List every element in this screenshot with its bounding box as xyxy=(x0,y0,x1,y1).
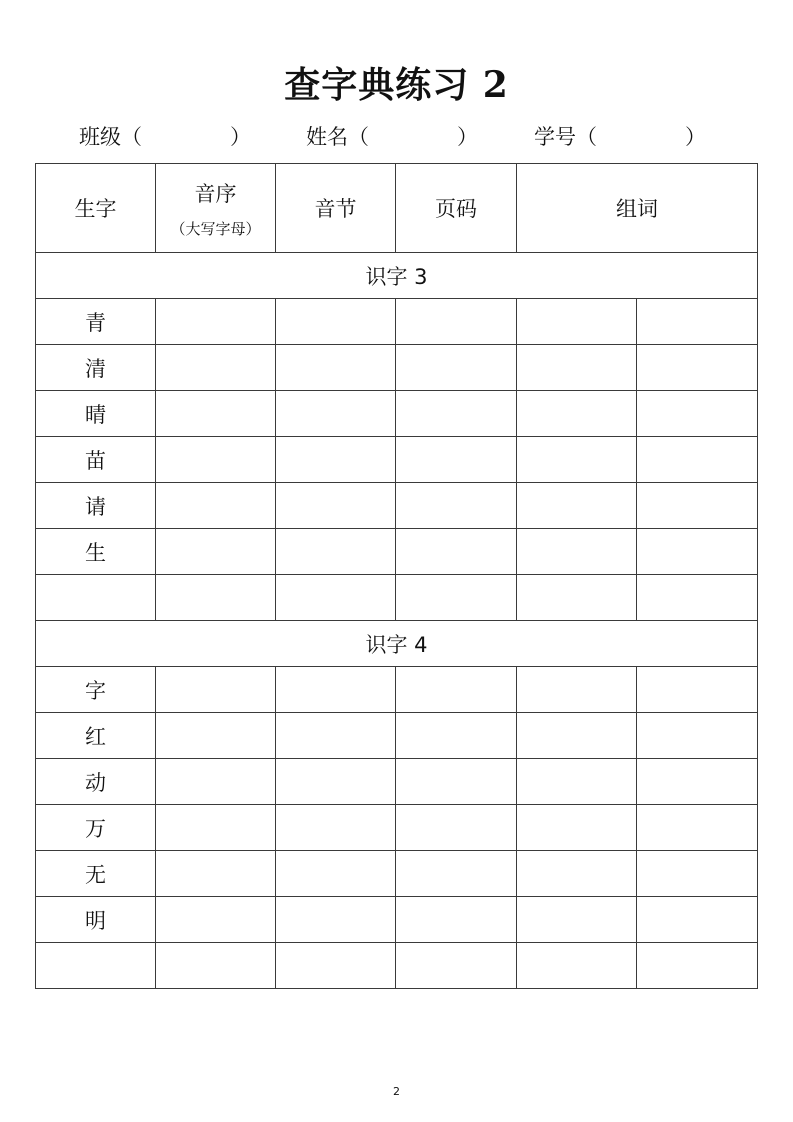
page-cell[interactable] xyxy=(396,575,517,621)
char-cell: 动 xyxy=(36,759,156,805)
word-cell[interactable] xyxy=(517,805,637,851)
section-title: 识字 4 xyxy=(36,621,758,667)
class-field xyxy=(79,120,251,154)
word-cell[interactable] xyxy=(517,483,637,529)
order-cell[interactable] xyxy=(156,437,276,483)
word-cell[interactable] xyxy=(517,437,637,483)
page-cell[interactable] xyxy=(396,713,517,759)
page-cell[interactable] xyxy=(396,437,517,483)
number-field xyxy=(534,120,706,154)
table-row xyxy=(36,575,758,621)
char-cell: 字 xyxy=(36,667,156,713)
word-cell[interactable] xyxy=(637,483,758,529)
page-cell[interactable] xyxy=(396,391,517,437)
order-cell[interactable] xyxy=(156,667,276,713)
syllable-cell[interactable] xyxy=(276,437,396,483)
page-cell[interactable] xyxy=(396,851,517,897)
student-info-row xyxy=(0,120,793,154)
order-cell[interactable] xyxy=(156,943,276,989)
word-cell[interactable] xyxy=(517,529,637,575)
table-row xyxy=(36,759,758,805)
word-cell[interactable] xyxy=(637,667,758,713)
char-cell xyxy=(36,575,156,621)
page-cell[interactable] xyxy=(396,299,517,345)
word-cell[interactable] xyxy=(637,299,758,345)
order-cell[interactable] xyxy=(156,575,276,621)
header-order-note: （大写字母） xyxy=(170,219,261,238)
char-cell: 清 xyxy=(36,345,156,391)
open-paren: （ xyxy=(121,125,142,149)
page-cell[interactable] xyxy=(396,805,517,851)
word-cell[interactable] xyxy=(517,713,637,759)
number-label: 学号 xyxy=(534,125,576,149)
word-cell[interactable] xyxy=(517,345,637,391)
word-cell[interactable] xyxy=(637,943,758,989)
name-field xyxy=(306,120,478,154)
syllable-cell[interactable] xyxy=(276,805,396,851)
page-cell[interactable] xyxy=(396,529,517,575)
word-cell[interactable] xyxy=(517,575,637,621)
page-cell[interactable] xyxy=(396,667,517,713)
char-cell: 青 xyxy=(36,299,156,345)
char-cell xyxy=(36,943,156,989)
char-cell: 红 xyxy=(36,713,156,759)
char-cell: 万 xyxy=(36,805,156,851)
syllable-cell[interactable] xyxy=(276,299,396,345)
char-cell: 请 xyxy=(36,483,156,529)
table-row xyxy=(36,391,758,437)
word-cell[interactable] xyxy=(517,759,637,805)
open-paren: （ xyxy=(576,125,597,149)
page-cell[interactable] xyxy=(396,483,517,529)
word-cell[interactable] xyxy=(637,391,758,437)
syllable-cell[interactable] xyxy=(276,851,396,897)
header-row xyxy=(36,164,758,253)
syllable-cell[interactable] xyxy=(276,759,396,805)
word-cell[interactable] xyxy=(517,943,637,989)
word-cell[interactable] xyxy=(637,345,758,391)
dictionary-practice-table xyxy=(35,163,758,989)
table-row xyxy=(36,529,758,575)
header-char: 生字 xyxy=(36,164,156,253)
table-row xyxy=(36,713,758,759)
page-cell[interactable] xyxy=(396,943,517,989)
syllable-cell[interactable] xyxy=(276,345,396,391)
table-row xyxy=(36,943,758,989)
word-cell[interactable] xyxy=(637,851,758,897)
close-paren: ） xyxy=(230,125,251,149)
word-cell[interactable] xyxy=(637,575,758,621)
open-paren: （ xyxy=(348,125,369,149)
table-row xyxy=(36,805,758,851)
char-cell: 苗 xyxy=(36,437,156,483)
header-words: 组词 xyxy=(517,164,758,253)
section-row xyxy=(36,253,758,299)
char-cell: 明 xyxy=(36,897,156,943)
page-title: 查字典练习 2 xyxy=(284,64,509,106)
table-row xyxy=(36,667,758,713)
class-label: 班级 xyxy=(79,125,121,149)
char-cell: 晴 xyxy=(36,391,156,437)
word-cell[interactable] xyxy=(517,391,637,437)
table-row xyxy=(36,897,758,943)
table-row xyxy=(36,483,758,529)
header-page: 页码 xyxy=(396,164,517,253)
word-cell[interactable] xyxy=(517,667,637,713)
word-cell[interactable] xyxy=(517,299,637,345)
page-cell[interactable] xyxy=(396,897,517,943)
word-cell[interactable] xyxy=(637,437,758,483)
table-row xyxy=(36,437,758,483)
word-cell[interactable] xyxy=(637,897,758,943)
section-row xyxy=(36,621,758,667)
header-syllable: 音节 xyxy=(276,164,396,253)
order-cell[interactable] xyxy=(156,805,276,851)
word-cell[interactable] xyxy=(637,759,758,805)
name-label: 姓名 xyxy=(306,125,348,149)
header-order-label: 音序 xyxy=(194,181,237,206)
word-cell[interactable] xyxy=(517,851,637,897)
syllable-cell[interactable] xyxy=(276,575,396,621)
word-cell[interactable] xyxy=(637,713,758,759)
table-row xyxy=(36,345,758,391)
word-cell[interactable] xyxy=(637,805,758,851)
order-cell[interactable] xyxy=(156,897,276,943)
table-row xyxy=(36,299,758,345)
order-cell[interactable] xyxy=(156,759,276,805)
syllable-cell[interactable] xyxy=(276,713,396,759)
page-cell[interactable] xyxy=(396,345,517,391)
order-cell[interactable] xyxy=(156,299,276,345)
word-cell[interactable] xyxy=(637,529,758,575)
order-cell[interactable] xyxy=(156,391,276,437)
syllable-cell[interactable] xyxy=(276,897,396,943)
order-cell[interactable] xyxy=(156,851,276,897)
close-paren: ） xyxy=(457,125,478,149)
page-number: 2 xyxy=(393,1085,400,1098)
syllable-cell[interactable] xyxy=(276,667,396,713)
close-paren: ） xyxy=(685,125,706,149)
order-cell[interactable] xyxy=(156,529,276,575)
order-cell[interactable] xyxy=(156,713,276,759)
page-cell[interactable] xyxy=(396,759,517,805)
order-cell[interactable] xyxy=(156,483,276,529)
order-cell[interactable] xyxy=(156,345,276,391)
section-title: 识字 3 xyxy=(36,253,758,299)
word-cell[interactable] xyxy=(517,897,637,943)
char-cell: 生 xyxy=(36,529,156,575)
table-row xyxy=(36,851,758,897)
syllable-cell[interactable] xyxy=(276,483,396,529)
header-order xyxy=(156,164,276,253)
syllable-cell[interactable] xyxy=(276,391,396,437)
syllable-cell[interactable] xyxy=(276,529,396,575)
char-cell: 无 xyxy=(36,851,156,897)
syllable-cell[interactable] xyxy=(276,943,396,989)
